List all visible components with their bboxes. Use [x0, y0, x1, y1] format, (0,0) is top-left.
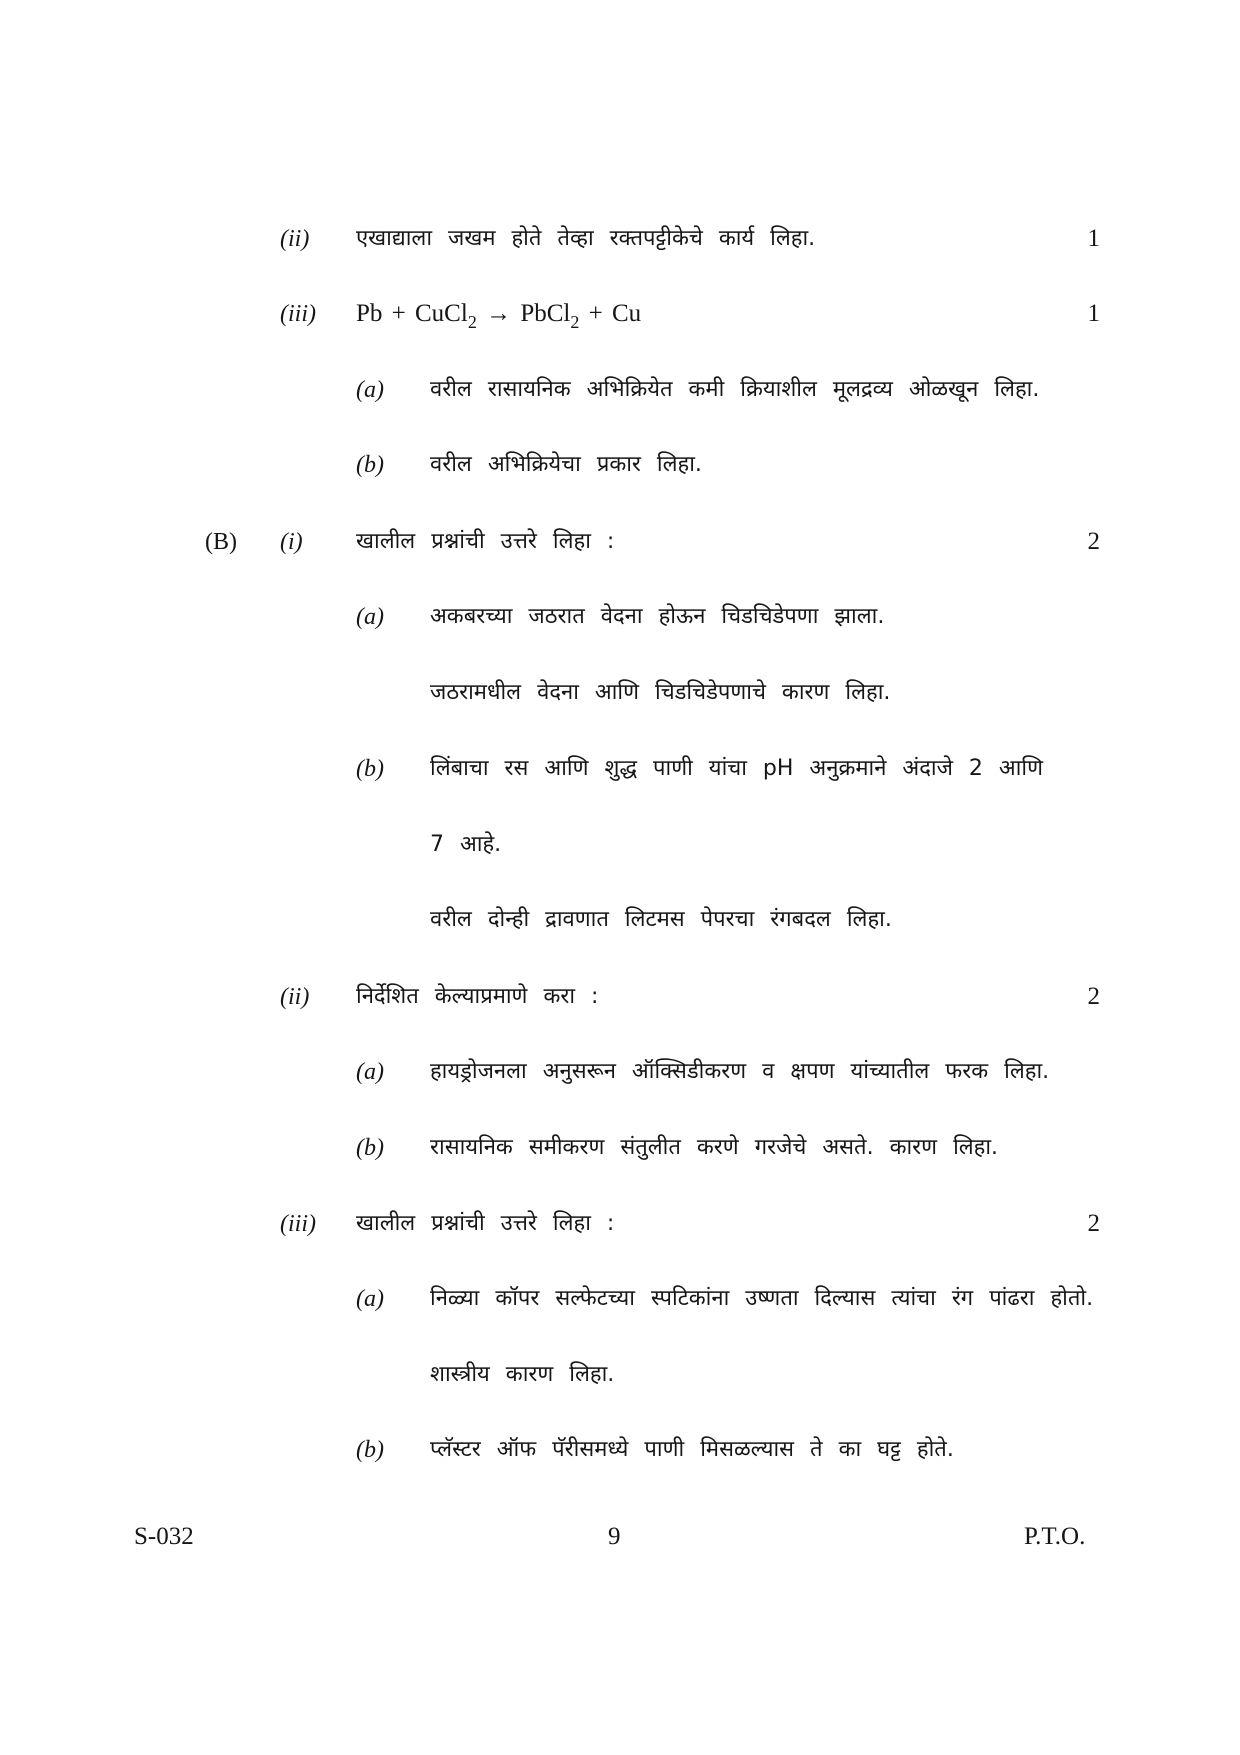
letter-label: (b) [356, 1437, 384, 1463]
question-text: 7 आहे. [430, 832, 502, 857]
letter-label: (a) [356, 1059, 384, 1085]
letter-label: (a) [356, 604, 384, 630]
question-text: निर्देशित केल्याप्रमाणे करा : [356, 984, 599, 1009]
question-text: वरील अभिक्रियेचा प्रकार लिहा. [430, 452, 702, 477]
question-text: वरील रासायनिक अभिक्रियेत कमी क्रियाशील मूलद्रव्य ओळखून लिहा. [430, 377, 1040, 402]
marks: 2 [1087, 528, 1100, 555]
question-text: प्लॅस्टर ऑफ पॅरीसमध्ये पाणी मिसळल्यास ते का घट्ट होते. [430, 1437, 954, 1462]
question-text: शास्त्रीय कारण लिहा. [430, 1362, 615, 1387]
chemical-equation: Pb + CuCl$_2$ → PbCl$_2$ + Cu [356, 300, 642, 332]
letter-label: (b) [356, 1135, 384, 1161]
question-text: लिंबाचा रस आणि शुद्ध पाणी यांचा pH अनुक्रमाने अंदाजे 2 आणि [430, 756, 1043, 781]
roman-label: (i) [280, 529, 303, 555]
question-text: जठरामधील वेदना आणि चिडचिडेपणाचे कारण लिहा. [430, 680, 891, 705]
question-text: हायड्रोजनला अनुसरून ऑक्सिडीकरण व क्षपण यांच्यातील फरक लिहा. [430, 1059, 1050, 1084]
letter-label: (b) [356, 756, 384, 782]
question-text: खालील प्रश्नांची उत्तरे लिहा : [356, 1211, 615, 1236]
question-text: अकबरच्या जठरात वेदना होऊन चिडचिडेपणा झाला. [430, 604, 885, 629]
pto-label: P.T.O. [1024, 1523, 1086, 1550]
question-text: वरील दोन्ही द्रावणात लिटमस पेपरचा रंगबदल लिहा. [430, 907, 892, 932]
page-number: 9 [608, 1523, 621, 1550]
marks: 1 [1087, 300, 1100, 327]
roman-label: (ii) [280, 984, 310, 1010]
marks: 2 [1087, 1210, 1100, 1237]
question-text: एखाद्याला जखम होते तेव्हा रक्तपट्टीकेचे कार्य लिहा. [356, 226, 816, 251]
roman-label: (ii) [280, 226, 310, 252]
marks: 1 [1087, 225, 1100, 252]
question-text: खालील प्रश्नांची उत्तरे लिहा : [356, 529, 615, 554]
roman-label: (iii) [280, 301, 316, 327]
section-label: (B) [205, 529, 237, 555]
paper-code: S-032 [134, 1523, 194, 1550]
letter-label: (a) [356, 1286, 384, 1312]
marks: 2 [1087, 983, 1100, 1010]
question-text: निळ्या कॉपर सल्फेटच्या स्पटिकांना उष्णता दिल्यास त्यांचा रंग पांढरा होतो. [430, 1286, 1094, 1311]
letter-label: (b) [356, 452, 384, 478]
roman-label: (iii) [280, 1211, 316, 1237]
question-text: रासायनिक समीकरण संतुलीत करणे गरजेचे असते. कारण लिहा. [430, 1135, 999, 1160]
letter-label: (a) [356, 377, 384, 403]
